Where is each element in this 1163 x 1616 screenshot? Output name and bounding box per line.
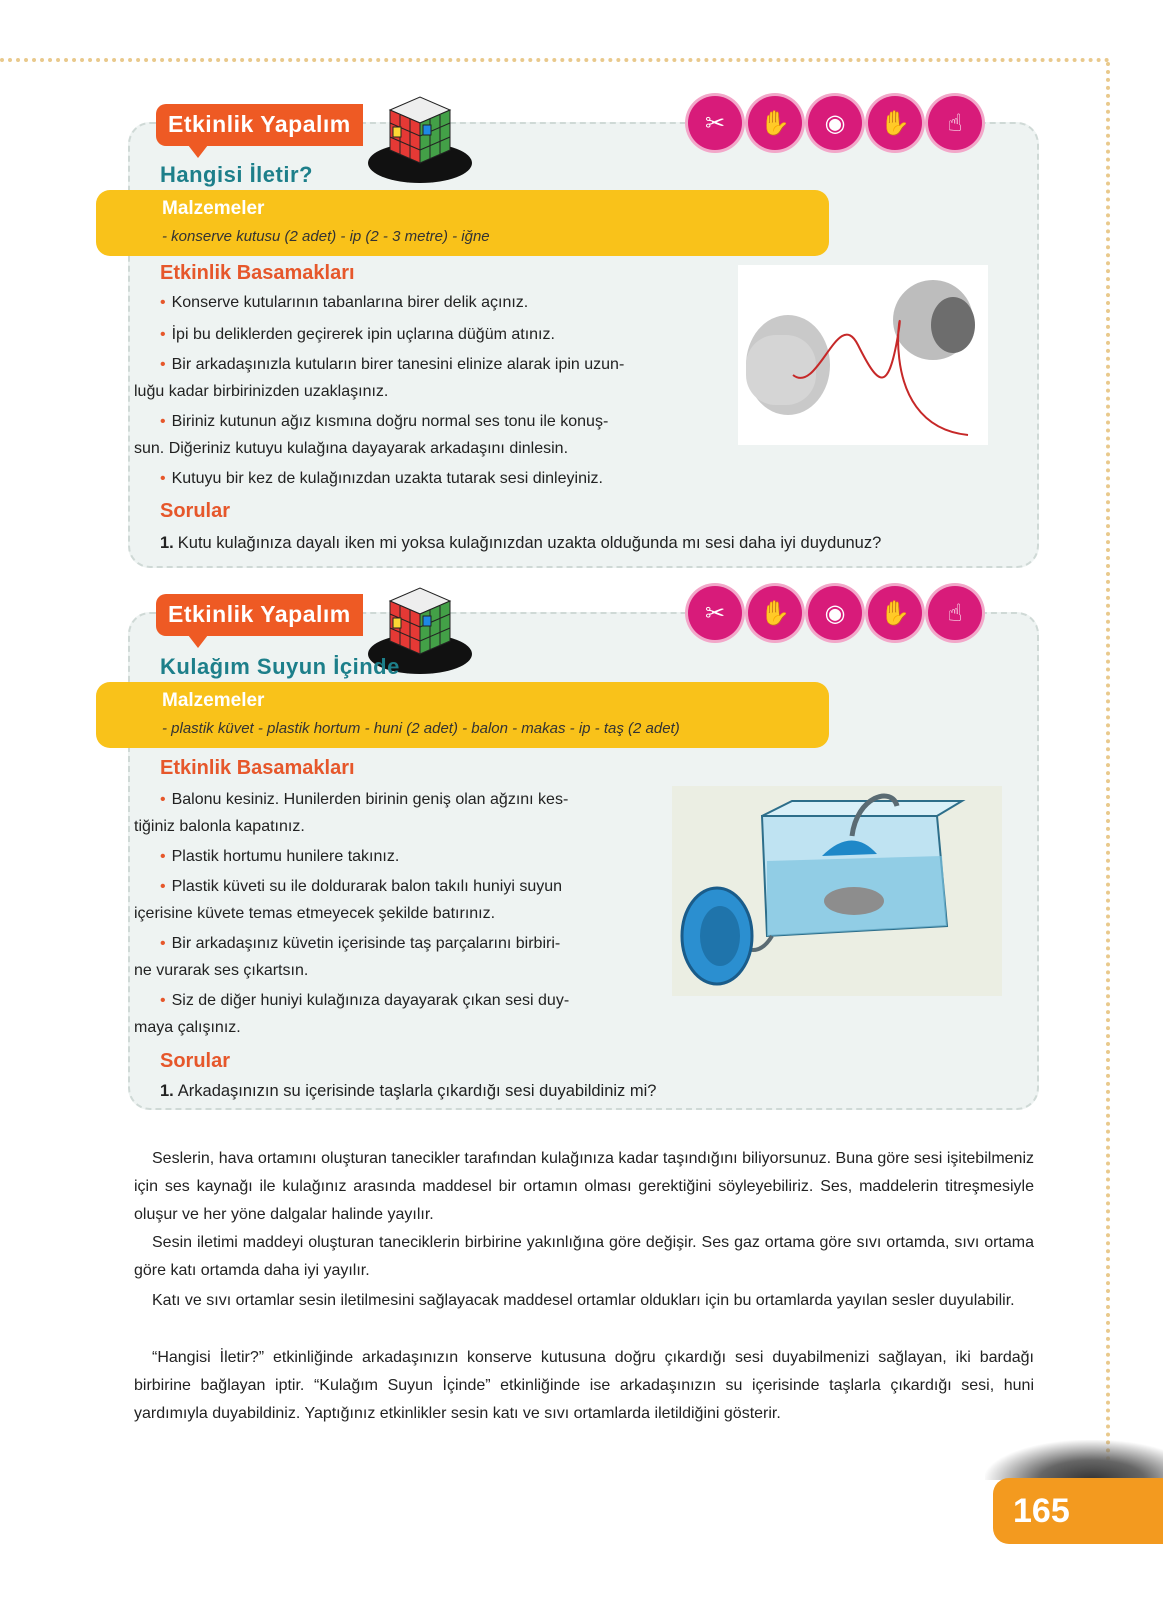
step-item-cont: maya çalışınız. [134,1019,241,1036]
step-item-cont: içerisine küvete temas etmeyecek şekilde batırınız. [134,905,496,922]
activity-tag: Etkinlik Yapalım [156,104,363,146]
activity-tag: Etkinlik Yapalım [156,594,363,636]
step-item: • Konserve kutularının tabanlarına birer delik açınız. [160,294,529,311]
body-paragraph: “Hangisi İletir?” etkinliğinde arkadaşınızın konserve kutusuna doğru çıkardığı sesi duyabilmenizi sağlayan, iki bardağı birbirine bağlayan iptir. “Kulağım Suyun İçinde” etkinliğinde ise arkadaşınızın su içerisinde taşlarla çıkardığı sesi, huni yardımıyla duyabildiniz. Yaptığınız etkinlikler sesin katı ve sıvı ortamlarda iletildiğini gösterir. [134,1349,1034,1422]
goggles-icon: ◉ [808,96,862,150]
question: 1. Arkadaşınızın su içerisinde taşlarla çıkardığı sesi duyabildiniz mi? [160,1082,657,1100]
steps-heading: Etkinlik Basamakları [160,262,355,284]
question: 1. Kutu kulağınıza dayalı iken mi yoksa kulağınızdan uzakta olduğunda mı sesi daha iyi duydunuz? [160,534,882,552]
hand-wash-icon: ✋ [748,96,802,150]
step-item-cont: ne vurarak ses çıkartsın. [134,962,309,979]
step-item-cont: sun. Diğeriniz kutuyu kulağına dayayarak arkadaşını dinlesin. [134,440,569,457]
hand-wash-icon: ✋ [748,586,802,640]
steps-heading: Etkinlik Basamakları [160,757,355,779]
materials-list: - konserve kutusu (2 adet) - ip (2 - 3 metre) - iğne [162,228,490,245]
step-item-cont: tiğiniz balonla kapatınız. [134,818,305,835]
safety-icons-row-2 [688,586,982,640]
step-item: • Plastik küveti su ile doldurarak balon takılı huniyi suyun [160,878,563,895]
hand-icon: ☝ [928,96,982,150]
materials-band [96,682,829,748]
step-item: • Siz de diğer huniyi kulağınıza dayayarak çıkan sesi duy- [160,992,570,1009]
step-item: • Balonu kesiniz. Hunilerden birinin geniş olan ağzını kes- [160,791,569,808]
page-number-shadow [985,1440,1163,1480]
top-dotted-border [0,58,1110,62]
water-tub-funnel-image [672,786,1002,996]
materials-heading: Malzemeler [162,690,265,711]
materials-list: - plastik küvet - plastik hortum - huni (2 adet) - balon - makas - ip - taş (2 adet) [162,720,680,737]
step-item: • Bir arkadaşınızla kutuların birer tanesini elinize alarak ipin uzun- [160,356,625,373]
right-dotted-border [1106,62,1110,1502]
questions-heading: Sorular [160,1050,231,1072]
step-item: • Plastik hortumu hunilere takınız. [160,848,400,865]
glove-icon: ✋ [868,96,922,150]
rubiks-cube-image [365,85,475,185]
activity-title: Kulağım Suyun İçinde [160,654,400,679]
step-item: • Bir arkadaşınız küvetin içerisinde taş parçalarını birbiri- [160,935,561,952]
scissors-icon: ✂ [688,586,742,640]
page-number: 165 [993,1478,1163,1544]
hand-icon: ☝ [928,586,982,640]
step-item-cont: luğu kadar birbirinizden uzaklaşınız. [134,383,389,400]
body-paragraph: Sesin iletimi maddeyi oluşturan taneciklerin birbirine yakınlığına göre değişir. Ses gaz ortama göre sıvı ortamda, sıvı ortama göre katı ortamda daha iyi yayılır. [134,1234,1034,1279]
activity-title: Hangisi İletir? [160,162,313,187]
materials-heading: Malzemeler [162,198,265,219]
glove-icon: ✋ [868,586,922,640]
materials-band [96,190,829,256]
step-item: • Biriniz kutunun ağız kısmına doğru normal ses tonu ile konuş- [160,413,609,430]
scissors-icon: ✂ [688,96,742,150]
body-paragraph: Katı ve sıvı ortamlar sesin iletilmesini sağlayacak maddesel ortamlar oldukları için bu ortamlarda yayılan sesler duyulabilir. [152,1292,1015,1309]
step-item: • Kutuyu bir kez de kulağınızdan uzakta tutarak sesi dinleyiniz. [160,470,603,487]
safety-icons-row-1 [688,96,982,150]
questions-heading: Sorular [160,500,231,522]
tin-can-phone-image [738,265,988,445]
step-item: • İpi bu deliklerden geçirerek ipin uçlarına düğüm atınız. [160,326,555,343]
goggles-icon: ◉ [808,586,862,640]
body-paragraph: Seslerin, hava ortamını oluşturan tanecikler tarafından kulağınıza kadar taşındığını biliyorsunuz. Buna göre sesi işitebilmeniz için ses kaynağı ile kulağınız arasında maddesel bir ortamın olması gerektiğini söyleyebiliriz. Ses, maddelerin titreşmesiyle oluşur ve her yöne dalgalar halinde yayılır. [134,1150,1034,1223]
